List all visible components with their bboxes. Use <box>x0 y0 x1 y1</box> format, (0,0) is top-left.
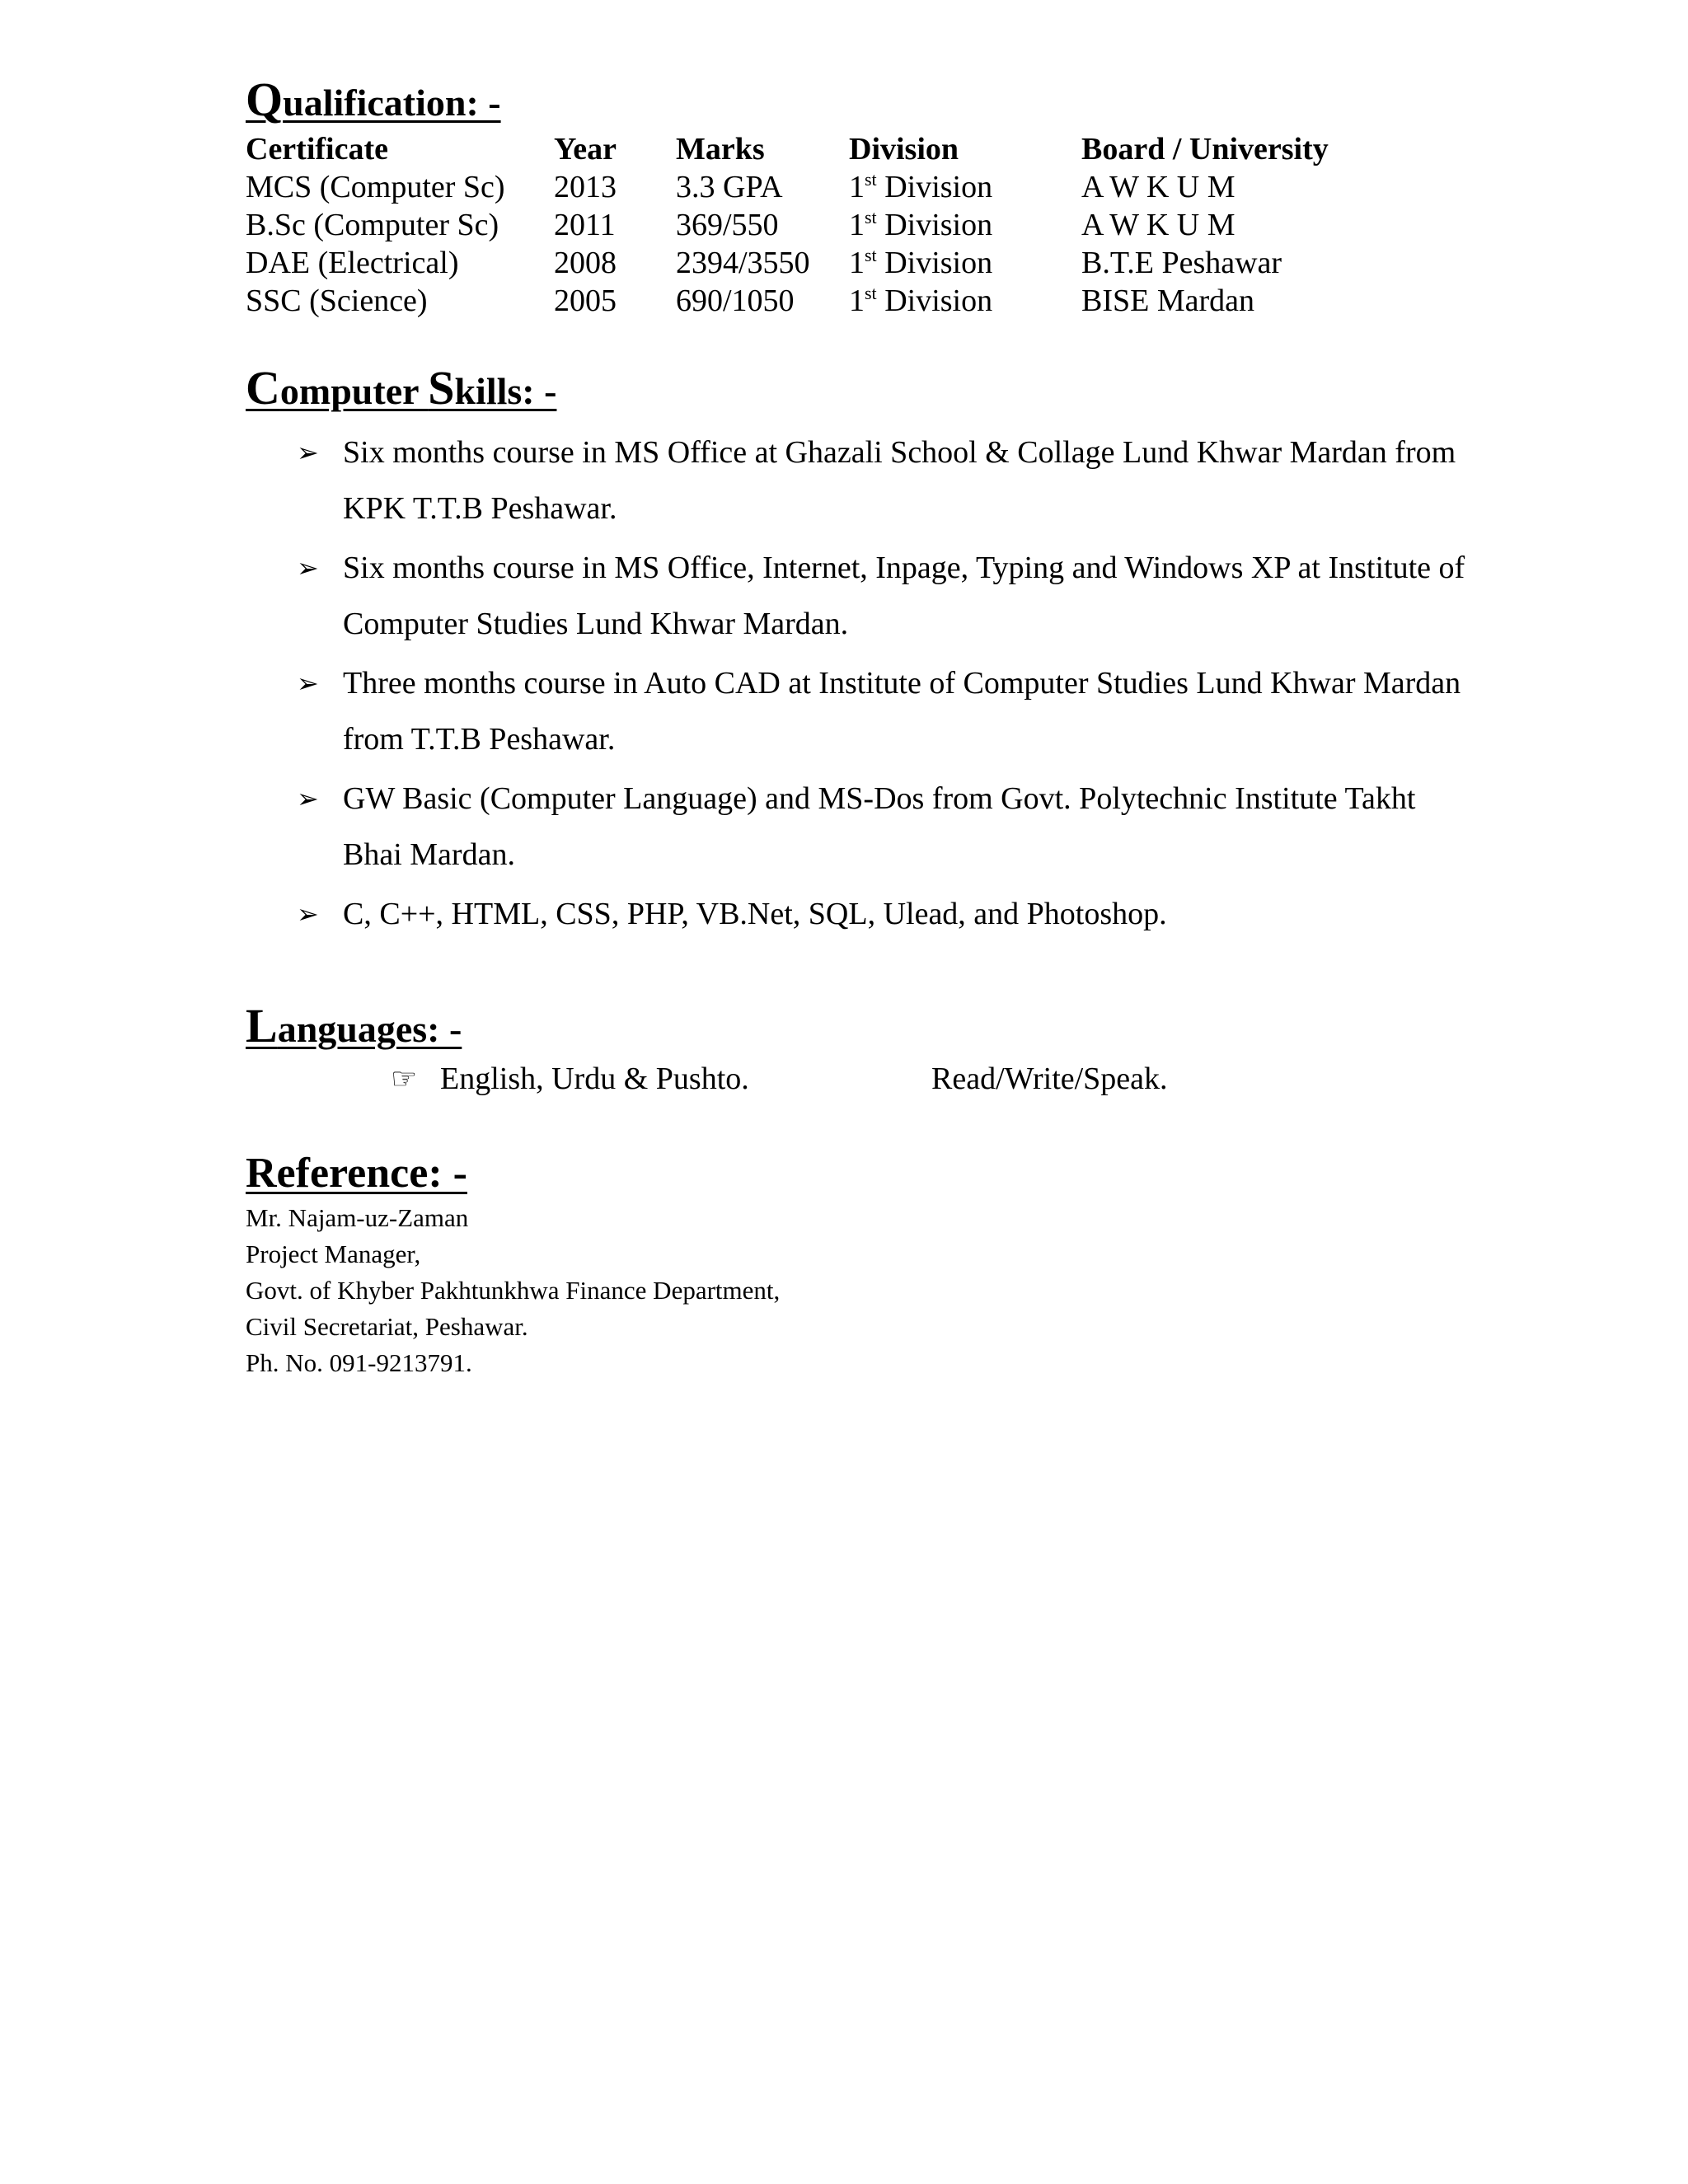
reference-phone: Ph. No. 091-9213791. <box>246 1348 472 1377</box>
division-text: Division <box>876 208 993 242</box>
year-cell: 2008 <box>554 246 617 280</box>
list-item <box>246 424 1482 537</box>
arrow-bullet-icon: ➢ <box>297 784 319 813</box>
division-number: 1 <box>849 246 865 280</box>
skill-text: Three months course in Auto CAD at Institute of Computer Studies Lund Khwar Mardan from T.T.B Peshawar. <box>343 666 1461 757</box>
skill-text: Six months course in MS Office, Internet, Inpage, Typing and Windows XP at Institute of Computer Studies Lund Khwar Mardan. <box>343 551 1465 641</box>
arrow-bullet-icon: ➢ <box>297 899 319 929</box>
computer-skills-heading-text-2: kills: - <box>454 370 557 412</box>
division-text: Division <box>876 284 993 318</box>
list-item <box>246 771 1482 883</box>
division-ordinal: st <box>865 169 877 190</box>
qualification-heading <box>246 73 501 126</box>
certificate-cell: DAE (Electrical) <box>246 246 459 280</box>
skill-text: Six months course in MS Office at Ghazali School & Collage Lund Khwar Mardan from KPK T.T.B Peshawar. <box>343 435 1456 526</box>
year-cell: 2011 <box>554 208 616 242</box>
computer-skills-heading-initial-s: S <box>428 361 455 415</box>
arrow-bullet-icon: ➢ <box>297 438 319 467</box>
division-number: 1 <box>849 208 865 242</box>
marks-cell: 3.3 GPA <box>676 170 783 204</box>
division-ordinal: st <box>865 207 877 227</box>
division-cell <box>849 244 1081 282</box>
qualification-header-row <box>246 130 1411 168</box>
languages-heading-text: anguages: - <box>277 1008 462 1050</box>
column-header-division: Division <box>849 132 959 166</box>
marks-cell: 369/550 <box>676 208 779 242</box>
languages-heading-initial: L <box>246 999 278 1052</box>
reference-heading: Reference: - <box>246 1150 467 1197</box>
certificate-cell: B.Sc (Computer Sc) <box>246 208 499 242</box>
computer-skills-heading <box>246 361 557 415</box>
computer-skills-heading-text-1: omputer <box>279 370 429 412</box>
computer-skills-list <box>246 424 1482 945</box>
division-cell <box>849 282 1081 320</box>
qualification-row-dae <box>246 244 1411 282</box>
list-item <box>246 886 1482 942</box>
reference-title: Project Manager, <box>246 1240 421 1268</box>
division-ordinal: st <box>865 283 877 303</box>
skill-text: GW Basic (Computer Language) and MS-Dos from Govt. Polytechnic Institute Takht Bhai Mardan. <box>343 781 1416 872</box>
arrow-bullet-icon: ➢ <box>297 668 319 698</box>
qualification-row-bsc <box>246 206 1411 244</box>
column-header-marks: Marks <box>676 132 765 166</box>
languages-row <box>391 1058 1168 1099</box>
column-header-board: Board / University <box>1081 132 1329 166</box>
certificate-cell: MCS (Computer Sc) <box>246 170 505 204</box>
arrow-bullet-icon: ➢ <box>297 553 319 583</box>
column-header-year: Year <box>554 132 617 166</box>
qualification-row-mcs <box>246 168 1411 206</box>
column-header-certificate: Certificate <box>246 132 388 166</box>
year-cell: 2013 <box>554 170 617 204</box>
board-cell: BISE Mardan <box>1081 284 1255 318</box>
language-names: English, Urdu & Pushto. <box>440 1062 749 1096</box>
board-cell: A W K U M <box>1081 208 1236 242</box>
language-ability: Read/Write/Speak. <box>931 1062 1168 1096</box>
pointing-hand-icon: ☞ <box>391 1062 418 1095</box>
year-cell: 2005 <box>554 284 617 318</box>
board-cell: A W K U M <box>1081 170 1236 204</box>
division-cell <box>849 206 1081 244</box>
reference-address: Civil Secretariat, Peshawar. <box>246 1312 528 1341</box>
reference-block <box>246 1200 780 1381</box>
division-text: Division <box>876 170 993 204</box>
list-item <box>246 540 1482 652</box>
marks-cell: 690/1050 <box>676 284 795 318</box>
qualification-table <box>246 130 1411 320</box>
division-ordinal: st <box>865 245 877 265</box>
certificate-cell: SSC (Science) <box>246 284 428 318</box>
division-number: 1 <box>849 170 865 204</box>
board-cell: B.T.E Peshawar <box>1081 246 1282 280</box>
qualification-heading-initial: Q <box>246 73 284 126</box>
reference-organization: Govt. of Khyber Pakhtunkhwa Finance Department, <box>246 1276 781 1305</box>
qualification-row-ssc <box>246 282 1411 320</box>
division-cell <box>849 168 1081 206</box>
division-number: 1 <box>849 284 865 318</box>
languages-heading <box>246 999 462 1052</box>
skill-text: C, C++, HTML, CSS, PHP, VB.Net, SQL, Ulead, and Photoshop. <box>343 897 1167 931</box>
marks-cell: 2394/3550 <box>676 246 810 280</box>
computer-skills-heading-initial-c: C <box>246 361 280 415</box>
list-item <box>246 655 1482 767</box>
qualification-heading-text: ualification: - <box>283 82 501 124</box>
reference-name: Mr. Najam-uz-Zaman <box>246 1203 469 1232</box>
division-text: Division <box>876 246 993 280</box>
